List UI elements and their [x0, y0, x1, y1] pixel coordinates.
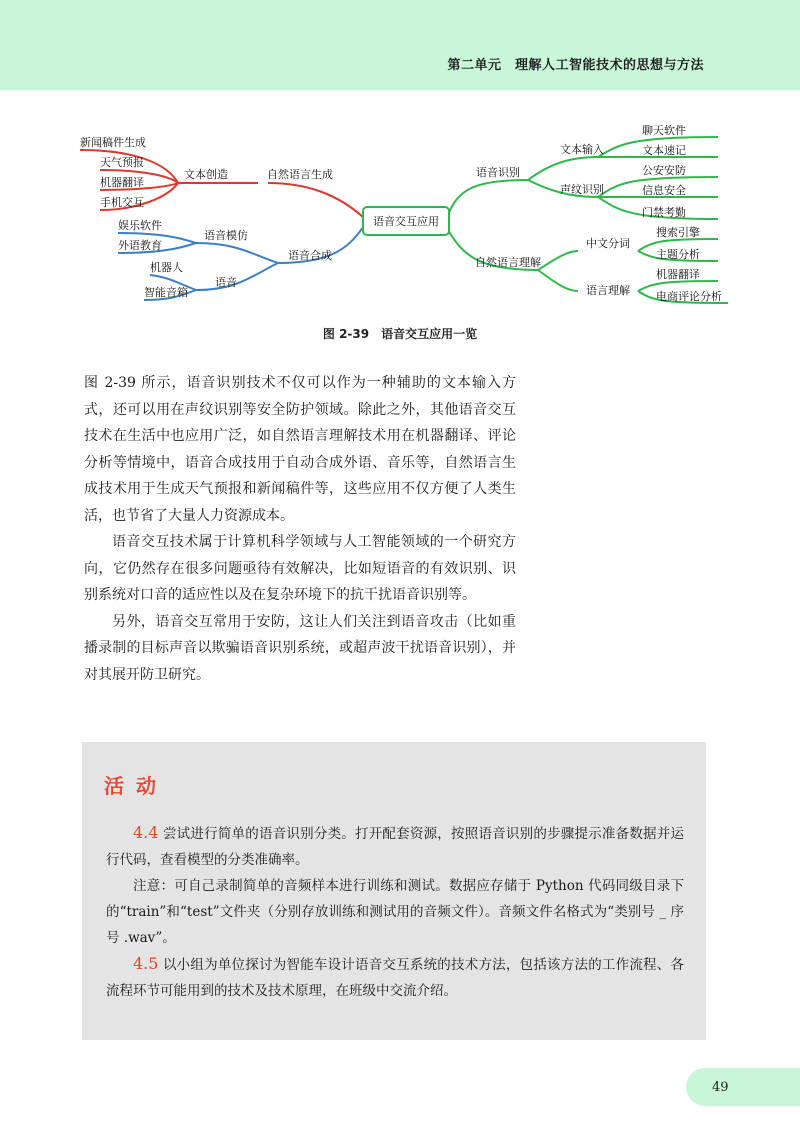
leaf-search-engine: 搜索引擎 — [656, 226, 700, 239]
node-nlu: 自然语言理解 — [475, 256, 541, 269]
node-text-input: 文本输入 — [560, 143, 604, 156]
leaf-weather: 天气预报 — [100, 156, 144, 169]
leaf-entertainment-software: 娱乐软件 — [118, 219, 162, 232]
activity-item-1-text: 尝试进行简单的语音识别分类。打开配套资源，按照语音识别的步骤提示准备数据并运行代码，查看模型的分类准确率。 — [106, 826, 684, 868]
center-node-label: 语音交互应用 — [373, 215, 439, 228]
activity-item-1 — [106, 820, 684, 873]
paragraph-2: 语音交互技术属于计算机科学领域与人工智能领域的一个研究方向，它仍然存在很多问题亟待有效解决，比如短语音的有效识别、识别系统对口音的适应性以及在复杂环境下的抗干扰语音识别等。 — [84, 534, 516, 603]
page-number-tab — [686, 1068, 800, 1106]
node-voice-imitation: 语音模仿 — [204, 229, 248, 242]
leaf-chat-software: 聊天软件 — [642, 125, 686, 137]
activity-item-2 — [106, 951, 684, 1004]
leaf-access-attendance: 门禁考勤 — [642, 206, 686, 219]
leaf-public-security: 公安安防 — [642, 164, 686, 177]
header-band — [0, 0, 800, 90]
activity-content — [106, 820, 684, 1004]
leaf-information-security: 信息安全 — [642, 184, 686, 197]
activity-title: 活动 — [104, 774, 168, 798]
leaf-text-shorthand: 文本速记 — [642, 144, 686, 157]
node-speech: 语音 — [215, 276, 237, 289]
leaf-smart-speaker: 智能音箱 — [144, 286, 188, 299]
node-speech-synthesis: 语音合成 — [288, 249, 332, 262]
activity-item-1-number: 4.4 — [133, 823, 159, 842]
node-speech-recognition: 语音识别 — [476, 166, 520, 179]
node-language-understanding: 语言理解 — [586, 284, 630, 297]
running-header: 第二单元 理解人工智能技术的思想与方法 — [447, 58, 704, 73]
paragraph-3: 另外，语音交互常用于安防，这让人们关注到语音攻击（比如重播录制的目标声音以欺骗语音识别系统，或超声波干扰语音识别），并对其展开防卫研究。 — [84, 613, 516, 683]
node-voiceprint-recognition: 声纹识别 — [560, 183, 604, 196]
mind-map-figure — [78, 125, 733, 315]
leaf-topic-analysis: 主题分析 — [656, 248, 700, 261]
leaf-machine-translation-r: 机器翻译 — [656, 268, 700, 281]
leaf-language-education: 外语教育 — [118, 239, 162, 252]
leaf-ecommerce-review: 电商评论分析 — [656, 290, 722, 303]
page-number: 49 — [712, 1080, 729, 1095]
mind-map — [78, 125, 733, 315]
leaf-robot: 机器人 — [150, 261, 183, 274]
leaf-phone-interaction: 手机交互 — [100, 196, 144, 209]
leaf-machine-translation: 机器翻译 — [100, 176, 144, 189]
activity-note: 注意：可自己录制简单的音频样本进行训练和测试。数据应存储于 Python 代码同级目录下的“train”和“test”文件夹（分别存放训练和测试用的音频文件）。音频文件名格式为“类别号 _ 序号 .wav”。 — [106, 878, 684, 946]
activity-box — [82, 742, 706, 1040]
node-natural-language-generation: 自然语言生成 — [267, 168, 333, 181]
paragraph-1: 图 2-39 所示，语音识别技术不仅可以作为一种辅助的文本输入方式，还可以用在声纹识别等安全防护领域。除此之外，其他语音交互技术在生活中也应用广泛，如自然语言理解技术用在机器翻译、评论分析等情境中，语音合成技用于自动合成外语、音乐等，自然语言生成技术用于生成天气预报和新闻稿件等，这些应用不仅方便了人类生活，也节省了大量人力资源成本。 — [84, 375, 516, 524]
figure-caption: 图 2-39 语音交互应用一览 — [322, 327, 478, 341]
node-text-creation: 文本创造 — [184, 168, 228, 181]
node-chinese-segmentation: 中文分词 — [586, 237, 630, 250]
leaf-news-generation: 新闻稿件生成 — [80, 136, 146, 149]
activity-item-2-text: 以小组为单位探讨为智能车设计语音交互系统的技术方法，包括该方法的工作流程、各流程环节可能用到的技术及技术原理，在班级中交流介绍。 — [106, 957, 684, 999]
activity-item-2-number: 4.5 — [133, 954, 159, 973]
body-text — [84, 370, 516, 688]
